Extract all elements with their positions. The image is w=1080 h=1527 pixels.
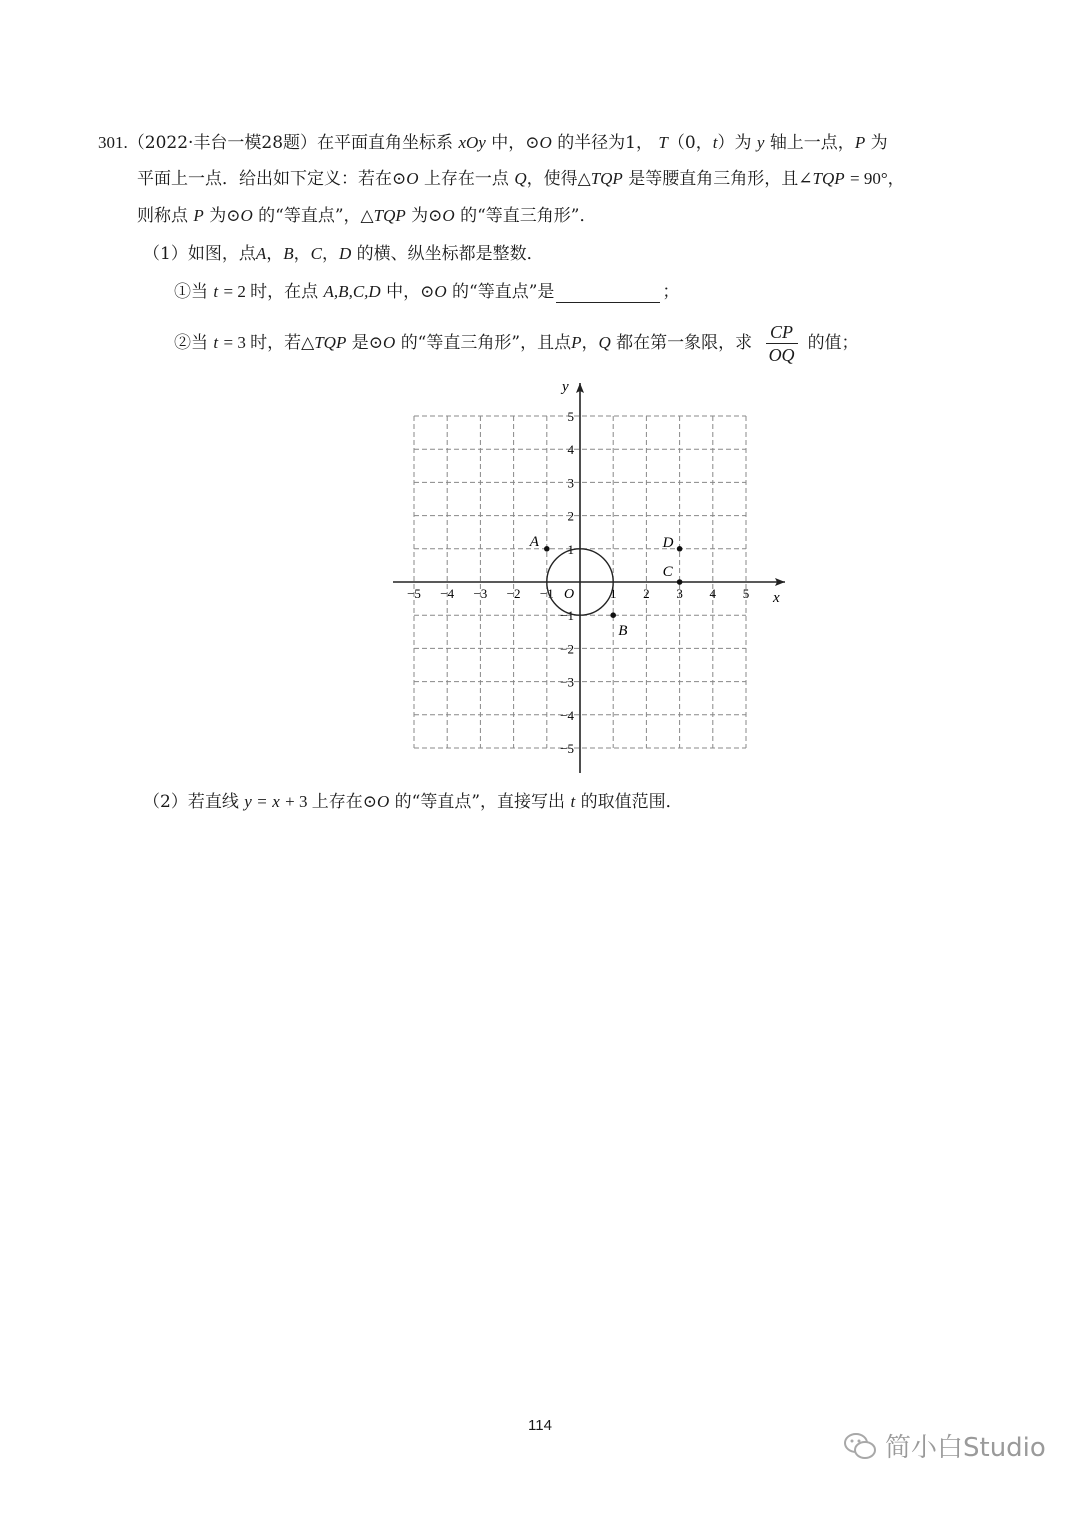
text: 中，⊙ bbox=[491, 133, 540, 153]
text: 为⊙ bbox=[209, 206, 241, 226]
x-tick-label: −2 bbox=[506, 586, 521, 601]
math: t bbox=[213, 282, 219, 301]
problem-source: （2022·丰台一模28题） bbox=[127, 133, 318, 153]
y-tick-label: 4 bbox=[567, 442, 574, 458]
part-2 bbox=[143, 791, 683, 813]
math: t bbox=[570, 792, 576, 811]
math: O bbox=[406, 169, 419, 188]
fraction-cp-oq bbox=[766, 321, 798, 366]
math: y bbox=[756, 133, 765, 152]
watermark-text: 简小白Studio bbox=[885, 1433, 1046, 1463]
x-tick-label: 1 bbox=[609, 586, 617, 601]
math: O bbox=[442, 206, 455, 225]
text: 都在第一象限，求 bbox=[616, 333, 753, 353]
text: 的“等直点”是 bbox=[452, 282, 555, 302]
text: 则称点 bbox=[137, 206, 188, 226]
math: xOy bbox=[458, 133, 486, 152]
text: 的横、纵坐标都是整数． bbox=[356, 244, 544, 264]
point-label-b: B bbox=[618, 623, 628, 640]
problem-line-1 bbox=[98, 132, 888, 154]
point-a bbox=[544, 546, 550, 552]
text: （2）若直线 bbox=[143, 792, 239, 812]
y-tick-label: 2 bbox=[567, 508, 574, 524]
text: （1）如图，点 bbox=[143, 244, 256, 264]
text: （0， bbox=[667, 133, 713, 153]
math: B bbox=[283, 244, 294, 263]
math: C bbox=[310, 244, 322, 263]
math: O bbox=[383, 333, 396, 352]
math: A bbox=[255, 244, 267, 263]
y-tick-label: 1 bbox=[567, 541, 574, 557]
math: O bbox=[539, 133, 552, 152]
fraction-denominator: OQ bbox=[768, 345, 795, 365]
x-tick-label: −5 bbox=[407, 586, 421, 601]
problem-line-2 bbox=[137, 168, 905, 190]
math: TQP bbox=[812, 169, 845, 188]
math: O bbox=[240, 206, 253, 225]
text: + 3 上存在⊙ bbox=[285, 792, 377, 811]
text: 的“等直点”，直接写出 bbox=[394, 792, 566, 812]
text: = 3 时，若△ bbox=[223, 333, 315, 352]
math: D bbox=[338, 244, 352, 263]
part-1-intro bbox=[143, 243, 544, 265]
text: 的“等直三角形”． bbox=[460, 206, 597, 226]
text: 上存在一点 bbox=[423, 169, 509, 189]
point-label-d: D bbox=[662, 534, 674, 551]
text: ②当 bbox=[174, 333, 208, 353]
text: 是⊙ bbox=[351, 333, 383, 353]
x-tick-label: −3 bbox=[473, 586, 488, 601]
y-tick-label: 3 bbox=[567, 475, 574, 491]
y-tick-label: 5 bbox=[567, 409, 574, 424]
question-1 bbox=[174, 281, 679, 303]
math: Q bbox=[514, 169, 527, 188]
question-2 bbox=[174, 318, 859, 368]
math: t bbox=[712, 133, 718, 152]
math: A,B,C,D bbox=[323, 282, 381, 301]
y-tick-label: −4 bbox=[560, 707, 574, 723]
math: O bbox=[434, 282, 447, 301]
origin-label: O bbox=[564, 587, 575, 602]
x-tick-label: −1 bbox=[539, 586, 554, 601]
text: 是等腰直角三角形，且∠ bbox=[628, 169, 813, 189]
coordinate-figure bbox=[385, 375, 795, 780]
answer-blank[interactable] bbox=[556, 284, 660, 303]
text: 平面上一点．给出如下定义：若在⊙ bbox=[137, 169, 407, 189]
text: 的值； bbox=[807, 333, 859, 353]
page-number: 114 bbox=[528, 1417, 552, 1434]
math: P bbox=[854, 133, 866, 152]
text: = bbox=[257, 792, 267, 811]
text: 轴上一点， bbox=[769, 133, 855, 153]
text: = 2 时，在点 bbox=[223, 282, 319, 301]
point-d bbox=[677, 546, 683, 552]
text: ，使得△ bbox=[526, 169, 591, 189]
math: P bbox=[193, 206, 204, 225]
text: 的“等直三角形”，且点 bbox=[400, 333, 572, 353]
text: 为 bbox=[870, 133, 888, 153]
x-tick-label: 2 bbox=[643, 586, 650, 601]
text: ， bbox=[321, 244, 339, 264]
problem-line-3 bbox=[137, 205, 596, 227]
text: = 90°， bbox=[850, 169, 905, 188]
wechat-icon bbox=[843, 1431, 877, 1461]
x-tick-label: 3 bbox=[676, 586, 683, 601]
point-b bbox=[610, 612, 616, 618]
text: ）为 bbox=[717, 133, 752, 153]
text: ； bbox=[662, 282, 680, 302]
text: ， bbox=[581, 333, 599, 353]
text: 的取值范围． bbox=[580, 792, 683, 812]
y-tick-label: −5 bbox=[560, 741, 574, 756]
math: TQP bbox=[590, 169, 623, 188]
math: x bbox=[272, 792, 280, 811]
math: TQP bbox=[373, 206, 406, 225]
problem-number: 301. bbox=[98, 133, 128, 152]
text: ， bbox=[293, 244, 311, 264]
math: P bbox=[571, 333, 582, 352]
text: ①当 bbox=[174, 282, 208, 302]
math: t bbox=[213, 333, 219, 352]
x-tick-label: 5 bbox=[742, 586, 750, 601]
point-label-a: A bbox=[529, 533, 539, 550]
text: 中，⊙ bbox=[386, 282, 435, 302]
x-tick-label: 4 bbox=[709, 586, 717, 601]
x-tick-label: −4 bbox=[440, 586, 455, 601]
math: TQP bbox=[314, 333, 347, 352]
y-axis-label: y bbox=[562, 379, 569, 395]
y-tick-label: −2 bbox=[560, 641, 574, 657]
text: 的“等直点”，△ bbox=[258, 206, 374, 226]
math: Q bbox=[598, 333, 611, 352]
y-tick-label: −3 bbox=[560, 674, 574, 690]
x-axis-label: x bbox=[773, 590, 780, 606]
fraction-numerator: CP bbox=[766, 321, 798, 344]
text: 在平面直角坐标系 bbox=[317, 133, 454, 153]
text: 为⊙ bbox=[411, 206, 443, 226]
point-label-c: C bbox=[662, 564, 673, 580]
math: O bbox=[376, 792, 390, 811]
text: 的半径为1， bbox=[557, 133, 654, 153]
point-c bbox=[677, 579, 683, 585]
math: T bbox=[658, 133, 668, 152]
watermark bbox=[843, 1427, 1046, 1464]
text: ， bbox=[266, 244, 284, 264]
y-tick-label: −1 bbox=[560, 608, 574, 624]
math: y bbox=[244, 792, 252, 811]
